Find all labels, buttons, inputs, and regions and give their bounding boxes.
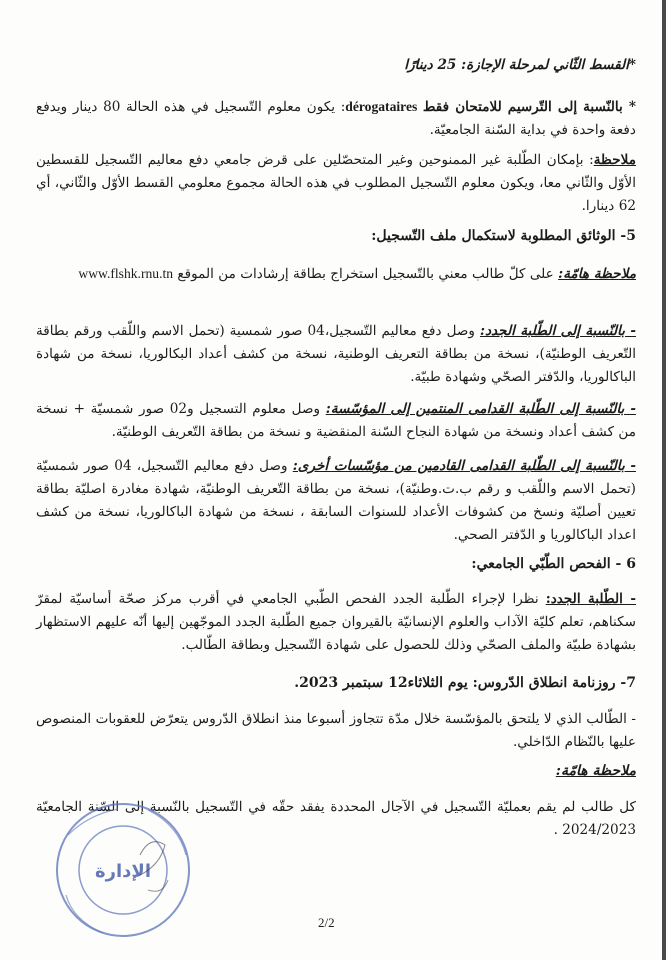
derogataires-latin: dérogataires xyxy=(345,99,418,114)
medical-label: - الطّلبة الجدد: xyxy=(545,591,637,607)
medical-text: نظرا لإجراء الطّلبة الجدد الفحص الطّبي الجامعي في أقرب مركز صحّة أساسيّة لمقرّ سكناهم، تعلم كليّة الآداب والعلوم الإنسانيّة بالقيروان جميع الطّلبة الجدد الموجّهين إليها أنّه عليهم الاستظهار بشهادة طبيّة والملف الصحّي وذلك للحصول على شهادة التّسجيل وبطاقة الطّالب. xyxy=(36,591,636,653)
transfer-students-label: - بالنّسبة إلى الطّلبة القدامى القادمين من مؤسّسات أخرى: xyxy=(292,458,636,474)
new-students-paragraph xyxy=(36,320,636,389)
note-label: ملاحظة xyxy=(593,152,636,168)
old-students-label: - بالنّسبة إلى الطّلبة القدامى المنتمين إلى المؤسّسة: xyxy=(325,401,636,417)
page-number: 2/2 xyxy=(318,915,335,930)
important-note-2-text: كل طالب لم يقم بعمليّة التّسجيل في الآجال المحددة يفقد حقّه في التّسجيل بالنّسبة إلى السّنة الجامعيّة 2024/2023 . xyxy=(36,799,636,838)
late-students-paragraph xyxy=(36,708,636,754)
transfer-students-text: وصل دفع معاليم التّسجيل، 04 صور شمسيّة (تحمل الاسم واللّقب و رقم ب.ت.وطنيّة)، نسخة من بطاقة التّعريف الوطنيّة، شهادة مغادرة اصليّة بطاقة تعيين أصليّة ونسخ من كشوفات الأعداد للسنوات السابقة ، نسخة من شهادة الباكالوريا، نسخة من كشف اعداد الباكالوريا و الدّفتر الصحي. xyxy=(36,458,636,543)
derogataires-lead: * بالنّسبة إلى التّرسيم للامتحان فقط xyxy=(422,99,636,115)
installment-line xyxy=(36,54,636,77)
scan-edge xyxy=(662,0,666,960)
important-note-2-label: ملاحظة هامّة: xyxy=(555,763,636,779)
important-note-1-label: ملاحظة هامّة: xyxy=(558,266,636,282)
derogataires-paragraph xyxy=(36,95,636,142)
stamp-text: الإدارة xyxy=(95,861,151,882)
new-students-label: - بالنّسبة إلى الطّلبة الجدد: xyxy=(479,323,636,339)
note-paragraph xyxy=(36,149,636,218)
section-7-heading: 7- روزنامة انطلاق الدّروس: يوم الثلاثاء12 سبتمبر 2023. xyxy=(294,675,636,691)
old-students-text: وصل معلوم التسجيل و02 صور شمسيّة + نسخة من كشف أعداد ونسخة من شهادة النجاح السّنة المنقضية و نسخة من بطاقة التّعريف الوطنيّة. xyxy=(36,401,636,440)
important-note-1-text: على كلّ طالب معني بالتّسجيل استخراج بطاقة إرشادات من الموقع xyxy=(173,266,559,282)
late-students-text: - الطّالب الذي لا يلتحق بالمؤسّسة خلال مدّة تتجاوز أسبوعا منذ انطلاق الدّروس يتعرّض للعقوبات المنصوص عليها بالنّظام الدّاخلي. xyxy=(36,711,636,750)
administration-stamp xyxy=(48,795,198,945)
section-5-heading: 5- الوثائق المطلوبة لاستكمال ملف التّسجيل: xyxy=(371,228,636,244)
note-text: : بإمكان الطّلبة غير الممنوحين وغير المتحصّلين على قرض جامعي دفع معاليم التّسجيل للقسطين الأوّل والثّاني معا، ويكون معلوم التّسجيل المطلوب في هذه الحالة مجموع معلومي القسط الأوّل والثّاني، أي 62 دينارا. xyxy=(36,152,636,214)
website-link[interactable]: www.flshk.rnu.tn xyxy=(78,266,174,281)
section-6-heading: 6 - الفحص الطّبّي الجامعي: xyxy=(471,556,636,572)
installment-text: *القسط الثّاني لمرحلة الإجازة: 25 دينارًا xyxy=(404,57,636,73)
transfer-students-paragraph xyxy=(36,455,636,547)
important-note-1 xyxy=(36,262,636,286)
derogataires-text: : يكون معلوم التّسجيل في هذه الحالة 80 دينار ويدفع دفعة واحدة في بداية السّنة الجامعيّة. xyxy=(36,99,636,138)
new-students-text: وصل دفع معاليم التّسجيل،04 صور شمسية (تحمل الاسم واللّقب ورقم بطاقة التّعريف الوطنيّة)، نسخة من بطاقة التعريف الوطنية، نسخة من كشف أعداد البكالوريا، نسخة من شهادة الباكالوريا، والدّفتر الصحّي وشهادة طبيّة. xyxy=(36,323,636,385)
medical-paragraph xyxy=(36,588,636,657)
old-students-paragraph xyxy=(36,398,636,444)
